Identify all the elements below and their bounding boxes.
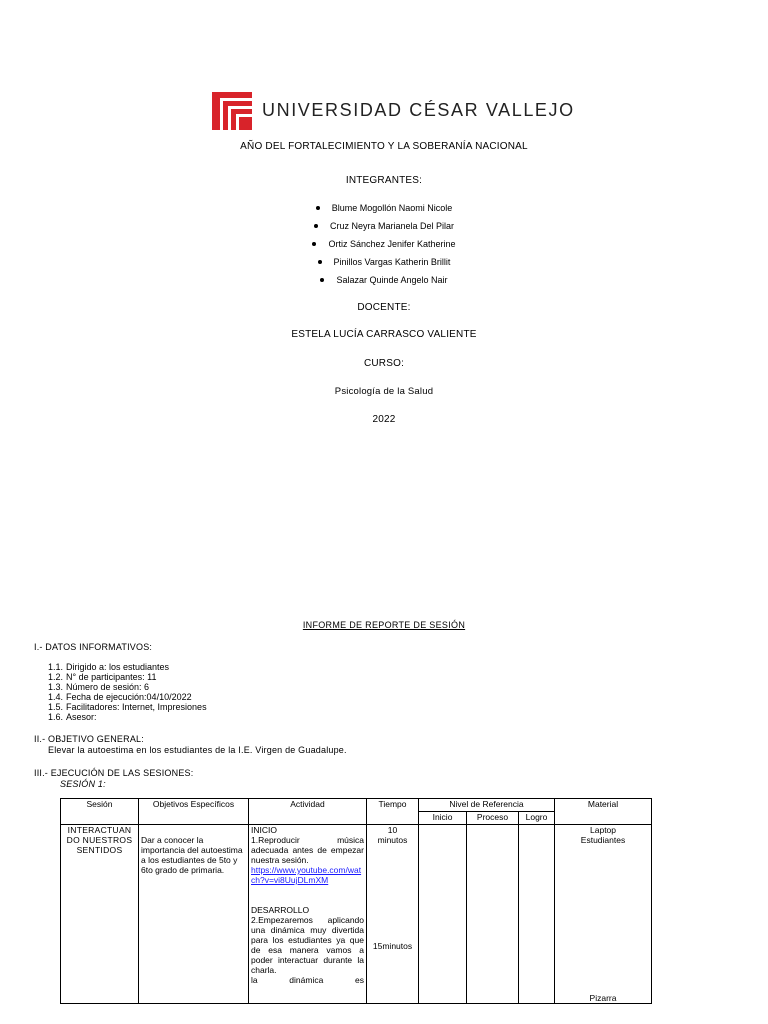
header-proceso: Proceso [467,812,519,825]
bullet-icon [312,242,316,246]
table-row [61,825,652,1004]
list-item: 1.4. Fecha de ejecución:04/10/2022 [48,692,192,702]
material-inicio: Laptop Estudiantes [580,825,626,845]
activity-inicio-title: INICIO [251,825,277,835]
video-link[interactable]: https://www.youtube.com/watch?v=vi8UujDLmXM [251,865,362,885]
list-item: Ortiz Sánchez Jenifer Katherine [0,238,768,256]
teacher-heading: DOCENTE: [357,302,411,313]
report-title: INFORME DE REPORTE DE SESIÓN [302,620,466,630]
list-item: Pinillos Vargas Katherin Brillit [0,256,768,274]
session-name: INTERACTUAN DO NUESTROS SENTIDOS [61,825,139,1004]
list-item: 1.2. N° de participantes: 11 [48,672,157,682]
bullet-icon [314,224,318,228]
list-item: 1.6. Asesor: [48,712,97,722]
bullet-icon [320,278,324,282]
header-inicio: Inicio [419,812,467,825]
bullet-icon [316,206,320,210]
activity-desarrollo-title: DESARROLLO [251,905,310,915]
section-heading-ejecucion: III.- EJECUCIÓN DE LAS SESIONES: [34,768,194,778]
time-cell [367,825,419,1004]
year: 2022 [372,414,396,425]
header-actividad: Actividad [249,799,367,825]
list-item: Cruz Neyra Marianela Del Pilar [0,220,768,238]
header-material: Material [555,799,652,825]
data-items [48,662,207,722]
year-title: AÑO DEL FORTALECIMIENTO Y LA SOBERANÍA NACIONAL [240,141,528,152]
header-objetivos: Objetivos Específicos [139,799,249,825]
university-name: UNIVERSIDAD CÉSAR VALLEJO [262,100,575,120]
header-sesion: Sesión [61,799,139,825]
activity [249,825,367,1004]
members-list [0,202,768,292]
header-logro: Logro [519,812,555,825]
session-table [60,798,652,1004]
header-tiempo: Tiempo [367,799,419,825]
university-logo [212,90,575,132]
time-desarrollo: 15minutos [372,941,413,951]
list-item: 1.1. Dirigido a: los estudiantes [48,662,170,672]
bullet-icon [318,260,322,264]
activity-desarrollo-text: 2.Empezaremos aplicando una dinámica muy divertida para los estudiantes ya que de esa manera vamos a poder interactuar durante la charla. [251,915,364,975]
material-pizarra: Pizarra [589,993,617,1003]
proceso-cell [467,825,519,1004]
header-nivel: Nivel de Referencia [419,799,555,812]
course-heading: CURSO: [363,358,405,369]
list-item: Salazar Quinde Angelo Nair [0,274,768,292]
section-heading-objetivo: II.- OBJETIVO GENERAL: [34,734,144,744]
list-item: Blume Mogollón Naomi Nicole [0,202,768,220]
logro-cell [519,825,555,1004]
session-label: SESIÓN 1: [60,779,106,789]
list-item: 1.3. Número de sesión: 6 [48,682,150,692]
teacher-name: ESTELA LUCÍA CARRASCO VALIENTE [291,329,477,340]
specific-objective: Dar a conocer la importancia del autoestima a los estudiantes de 5to y 6to grado de primaria. [139,825,249,1004]
university-logo-mark-icon [212,90,256,132]
course-name: Psicología de la Salud [334,386,434,397]
general-objective: Elevar la autoestima en los estudiantes de la I.E. Virgen de Guadalupe. [48,745,347,755]
members-heading: INTEGRANTES: [345,175,423,186]
material-cell [555,825,652,1004]
time-inicio: 10 minutos [377,825,408,845]
list-item: 1.5. Facilitadores: Internet, Impresiones [48,702,207,712]
section-heading-datos: I.- DATOS INFORMATIVOS: [34,642,153,652]
activity-last-line: la dinámica es [251,975,364,985]
activity-inicio-text: 1.Reproducir música adecuada antes de empezar nuestra sesión. [251,835,364,865]
inicio-cell [419,825,467,1004]
